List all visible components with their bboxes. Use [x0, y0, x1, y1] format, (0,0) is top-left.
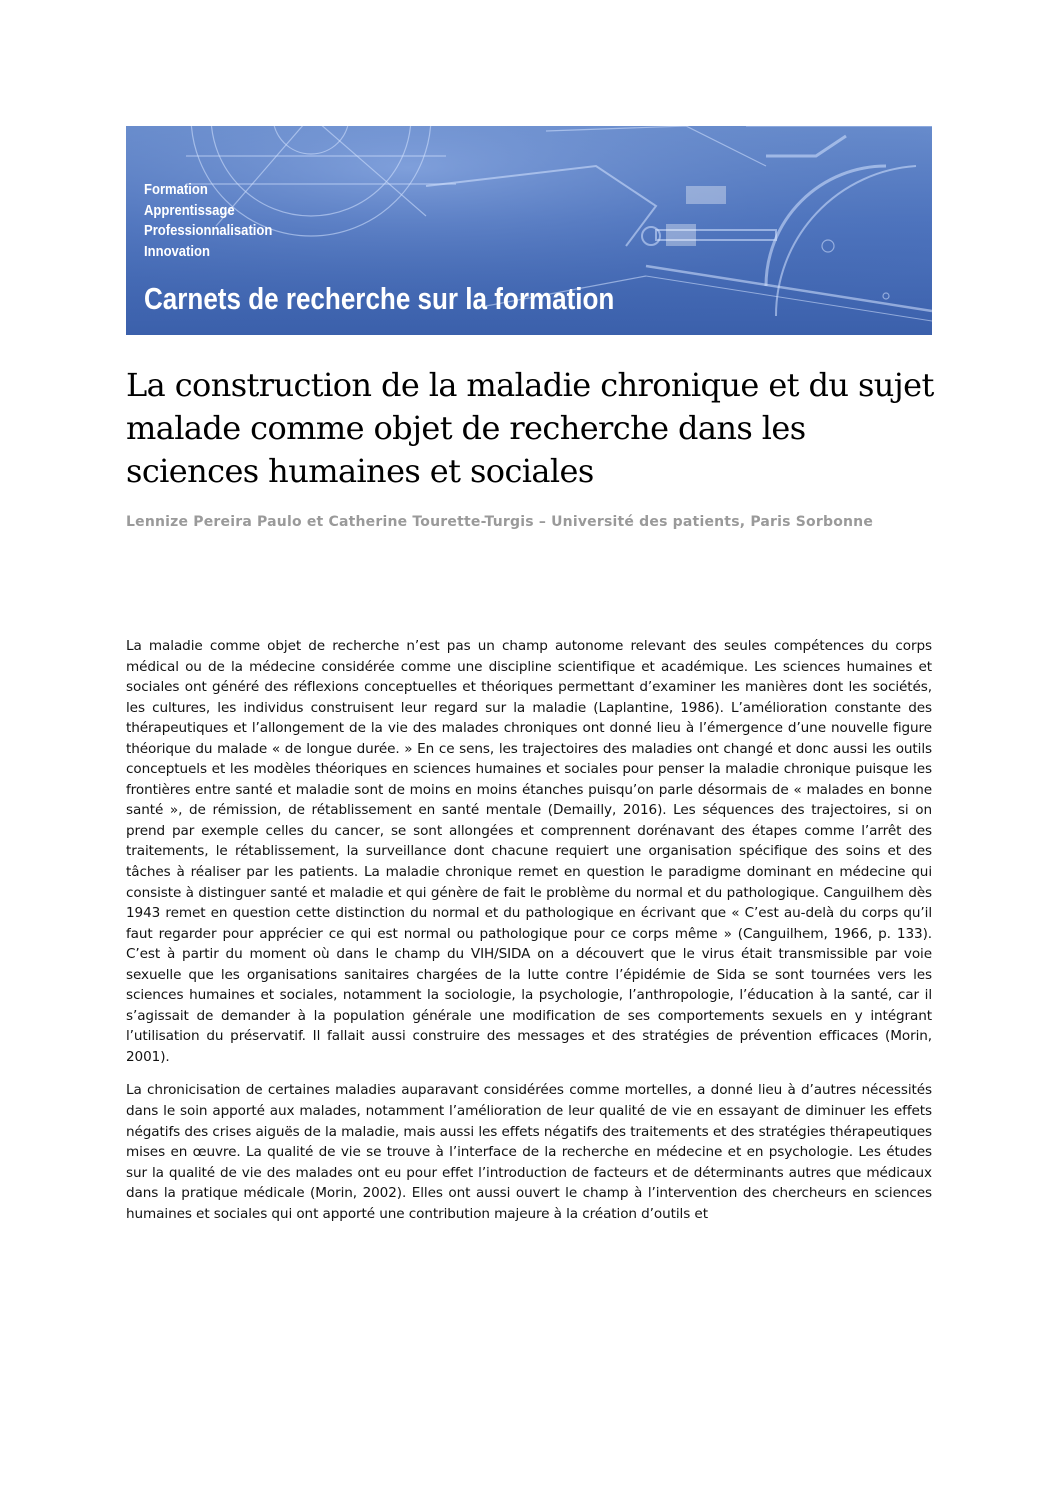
banner-tag: Apprentissage	[144, 202, 235, 219]
banner-title: Carnets de recherche sur la formation	[144, 281, 615, 316]
journal-banner	[126, 126, 932, 335]
body-paragraph: La maladie comme objet de recherche n’est pas un champ autonome relevant des seules compétences du corps médical ou de la médecine considérée comme une discipline scientifique et académique. Les sciences humaines et sociales ont généré des réflexions conceptuelles et théoriques permettant d’examiner les manières dont les sociétés, les cultures, les individus construisent leur regard sur la maladie (Laplantine, 1986). L’amélioration constante des thérapeutiques et l’allongement de la vie des malades chroniques ont donné lieu à l’émergence d’une nouvelle figure théorique du malade « de longue durée. » En ce sens, les trajectoires des maladies ont changé et donc aussi les outils conceptuels et les modèles théoriques en sciences humaines et sociales pour penser la maladie chronique puisque les frontières entre santé et maladie sont de moins en moins étanches puisqu’on parle désormais de « malades en bonne santé », de rémission, de rétablissement en santé mentale (Demailly, 2016). Les séquences des trajectoires, si on prend par exemple celles du cancer, se sont allongées et comprennent dorénavant des étapes comme l’arrêt des traitements, le rétablissement, la surveillance dont chacune requiert une organisation spécifique des soins et des tâches à réaliser par les patients. La maladie chronique remet en question le paradigme dominant en médecine qui consiste à distinguer santé et maladie et qui génère de fait le problème du normal et du pathologique. Canguilhem dès 1943 remet en question cette distinction du normal et du pathologique en écrivant que « C’est au-delà du corps qu’il faut regarder pour apprécier ce qui est normal ou pathologique pour ce corps même » (Canguilhem, 1966, p. 133). C’est à partir du moment où dans le champ du VIH/SIDA on a découvert que le virus était transmissible par voie sexuelle que les organisations sanitaires chargées de la lutte contre l’épidémie de Sida se sont tournées vers les sciences humaines et sociales, notamment la sociologie, la psychologie, l’anthropologie, l’éducation à la santé, car il s’agissait de demander à la population générale une modification de ses comportements sexuels en y intégrant l’utilisation du préservatif. Il fallait aussi construire des messages et des stratégies de prévention efficaces (Morin, 2001).	[126, 638, 932, 1065]
banner-tag: Innovation	[144, 243, 210, 260]
banner-tag: Professionnalisation	[144, 223, 273, 239]
article-authors: Lennize Pereira Paulo et Catherine Tourette-Turgis – Université des patients, Paris Sorbonne	[126, 514, 874, 530]
banner-tags	[144, 180, 272, 262]
article-body	[126, 636, 932, 1237]
body-paragraph: La chronicisation de certaines maladies auparavant considérées comme mortelles, a donné lieu à d’autres nécessités dans le soin apporté aux malades, notamment l’amélioration de leur qualité de vie en essayant de diminuer les effets négatifs des crises aiguës de la maladie, mais aussi les effets négatifs des traitements et des stratégies thérapeutiques mises en œuvre. La qualité de vie se trouve à l’interface de la recherche en médecine et en psychologie. Les études sur la qualité de vie des malades ont eu pour effet l’introduction de facteurs et de déterminants autres que médicaux dans la pratique médicale (Morin, 2002). Elles ont aussi ouvert le champ à l’intervention des chercheurs en sciences humaines et sociales qui ont apporté une contribution majeure à la création d’outils et	[126, 1082, 932, 1222]
article-title: La construction de la maladie chronique et du sujet malade comme objet de recherche dans les sciences humaines et sociales	[126, 366, 934, 490]
banner-tag: Formation	[144, 182, 208, 198]
